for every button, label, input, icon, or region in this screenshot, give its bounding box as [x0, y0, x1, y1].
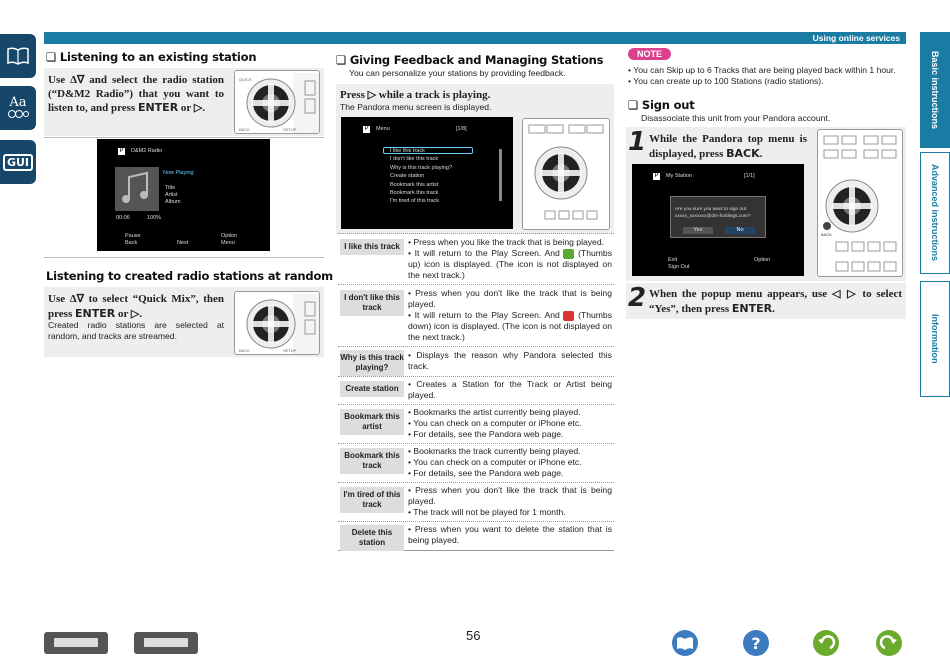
feedback-press-desc: The Pandora menu screen is displayed. — [340, 102, 492, 112]
row-label: Create station — [340, 381, 404, 397]
np-album: Album — [165, 199, 181, 205]
section-title: Using online services — [812, 33, 900, 43]
row-line: • Displays the reason why Pandora selected this track. — [408, 350, 612, 371]
remote-back-label: BACK — [821, 232, 832, 237]
svg-text:?: ? — [751, 634, 761, 653]
contents-book-icon[interactable] — [672, 630, 698, 656]
svg-text:SETUP: SETUP — [283, 127, 297, 132]
random-instruction — [48, 293, 224, 321]
signout-dialog — [670, 196, 766, 238]
display-thumbnail[interactable] — [134, 632, 198, 654]
signout-screen-title: My Station — [666, 173, 692, 179]
random-title: Listening to created radio stations at random — [46, 269, 333, 283]
existing-instr-text: Use Δ∇ and select the radio station (“D&M2 Radio”) that you want to listen to, and press — [48, 74, 224, 114]
existing-title-text: Listening to an existing station — [59, 50, 257, 64]
random-instr-text: Use Δ∇ to select “Quick Mix”, then press — [48, 293, 224, 320]
enter-key: ENTER — [75, 306, 116, 320]
now-playing-screen: P D&M2 Radio Now Playing Title Artist Album 00:06 100% Pause Back Next Option Menu — [97, 139, 270, 251]
np-pause: Pause — [125, 233, 141, 239]
np-percent: 100% — [147, 215, 162, 221]
feedback-subtitle: You can personalize your stations by providing feedback. — [349, 68, 566, 78]
menu-item[interactable]: Create station — [390, 173, 425, 180]
np-option: Option — [221, 233, 238, 239]
feedback-row — [338, 521, 614, 551]
row-label: I don't like this track — [340, 290, 404, 316]
dialog-email: xxxxx_xxxxxxx@dm-holdings.com? — [675, 214, 751, 219]
menu-scrollbar[interactable] — [499, 149, 502, 201]
divider — [44, 137, 324, 138]
row-line: • Press when you want to delete the station that is being played. — [408, 524, 612, 545]
feedback-press: Press ▷ while a track is playing. — [340, 89, 491, 101]
row-line: • It will return to the Play Screen. And (Thumbs down) icon is displayed. (The icon is not displayed on the next track.) — [408, 310, 613, 342]
step2-text-pre: When the popup menu appears, use ◁ ▷ to select “Yes”, then press — [649, 288, 902, 315]
menu-screen-page: [1/8] — [456, 126, 467, 132]
random-instr-post: or ▷. — [115, 307, 143, 320]
remote-control-image — [234, 70, 320, 134]
np-back: Back — [125, 240, 138, 246]
menu-item[interactable]: Bookmark this artist — [390, 181, 439, 188]
row-label: Bookmark this track — [340, 448, 404, 474]
front-panel-thumbnail[interactable] — [44, 632, 108, 654]
row-line: • It will return to the Play Screen. And (Thumbs up) icon is displayed. (The icon is not displayed on the next track.) — [408, 248, 613, 280]
signout-title-text: Sign out — [641, 98, 695, 112]
screen-option: Option — [754, 257, 771, 263]
enter-key: ENTER — [137, 101, 179, 114]
menu-screen: P Menu [1/8] I like this track I don't like this track Why is this track playing? Create station Bookmark this artist Bookmark this track I'm tired of this track — [341, 117, 513, 229]
signout-screen-page: [1/1] — [744, 173, 755, 179]
book-icon[interactable] — [0, 34, 36, 78]
help-question-icon[interactable] — [743, 630, 769, 656]
tab-information-label: Information — [930, 314, 940, 364]
back-key: BACK — [726, 146, 760, 160]
np-title: Title — [165, 185, 176, 191]
step1-text — [649, 133, 807, 161]
font-icon-label: Aa — [9, 95, 27, 110]
feedback-row — [338, 443, 614, 482]
dialog-text: Are you sure you want to sign out — [675, 207, 747, 212]
tab-information[interactable] — [920, 281, 950, 397]
row-line: • For details, see the Pandora web page. — [408, 429, 564, 439]
tab-advanced-label: Advanced instructions — [930, 164, 940, 262]
remote-control-image — [522, 118, 610, 230]
feedback-row — [338, 284, 614, 346]
row-line: • Creates a Station for the Track or Artist being played. — [408, 379, 612, 400]
feedback-row — [338, 482, 614, 521]
now-playing-label: Now Playing — [163, 170, 194, 176]
remote-control-image — [234, 291, 320, 355]
step2-text — [649, 288, 902, 316]
remote-control-image — [817, 129, 903, 277]
menu-item[interactable]: I like this track — [390, 148, 425, 154]
svg-text:QUICK: QUICK — [239, 77, 252, 82]
gui-icon-label: GUI — [3, 154, 33, 171]
step2-number: 2 — [628, 283, 647, 313]
header-bar — [44, 32, 906, 44]
remote-back-label: BACK — [239, 127, 250, 132]
np-next: Next — [177, 240, 189, 246]
step1-text-post: . — [759, 147, 763, 160]
feedback-row — [338, 346, 614, 376]
step1-number: 1 — [628, 127, 647, 157]
tab-basic-label: Basic instructions — [930, 50, 940, 130]
font-icon[interactable] — [0, 86, 36, 130]
row-label: Bookmark this artist — [340, 409, 404, 435]
signout-desc: Disassociate this unit from your Pandora account. — [641, 113, 831, 123]
station-name: D&M2 Radio — [131, 148, 163, 154]
menu-item[interactable]: Bookmark this track — [390, 190, 439, 197]
existing-instr-post: or ▷. — [178, 102, 206, 114]
row-line: • Bookmarks the track currently being played. — [408, 446, 581, 456]
screen-exit: Exit — [668, 257, 678, 263]
menu-item[interactable]: I don't like this track — [390, 156, 439, 163]
gui-icon[interactable] — [0, 140, 36, 184]
thumbs-up-icon — [563, 249, 574, 259]
svg-text:BACK: BACK — [239, 348, 250, 353]
divider — [44, 257, 324, 258]
row-label: I like this track — [340, 239, 404, 255]
row-line: • Press when you like the track that is being played. — [408, 237, 605, 247]
row-label: Delete this station — [340, 525, 404, 551]
dialog-no-button[interactable]: No — [725, 227, 755, 234]
np-time: 00:06 — [116, 215, 130, 221]
row-line: • You can check on a computer or iPhone etc. — [408, 418, 582, 428]
feedback-row — [338, 376, 614, 404]
row-line: • You can check on a computer or iPhone etc. — [408, 457, 582, 467]
dialog-yes-button[interactable]: Yes — [683, 227, 713, 234]
note-item: • You can create up to 100 Stations (radio stations). — [628, 76, 824, 86]
row-line: • Press when you don't like the track that is being played. — [408, 485, 612, 506]
row-label: I'm tired of this track — [340, 487, 404, 513]
back-arrow-icon[interactable] — [813, 630, 839, 656]
row-line: • For details, see the Pandora web page. — [408, 468, 564, 478]
note-badge: NOTE — [628, 48, 671, 60]
svg-text:SETUP: SETUP — [283, 348, 297, 353]
album-art — [115, 167, 159, 211]
existing-instruction — [48, 74, 224, 116]
existing-title: ❏ Listening to an existing station — [46, 50, 257, 64]
note-item: • You can Skip up to 6 Tracks that are being played back within 1 hour. — [628, 65, 896, 75]
page-number: 56 — [466, 628, 481, 643]
thumbs-down-icon — [563, 311, 574, 321]
feedback-title-text: Giving Feedback and Managing Stations — [349, 53, 604, 67]
np-artist: Artist — [165, 192, 178, 198]
screen-signout: Sign Out — [668, 264, 690, 270]
random-desc: Created radio stations are selected at random, and tracks are streamed. — [48, 320, 224, 341]
tab-basic-instructions[interactable] — [920, 32, 950, 148]
step1-text-pre: While the Pandora top menu is displayed, press — [649, 133, 807, 160]
row-label: Why is this track playing? — [340, 350, 404, 376]
menu-screen-title: Menu — [376, 126, 390, 132]
feedback-row — [338, 404, 614, 443]
tab-advanced-instructions[interactable] — [920, 152, 950, 274]
menu-item[interactable]: Why is this track playing? — [390, 164, 453, 171]
signout-screen: P My Station [1/1] Are you sure you want to sign out xxxxx_xxxxxxx@dm-holdings.com? Yes No Exit Sign Out Option — [632, 164, 804, 276]
feedback-title: ❏ Giving Feedback and Managing Stations — [336, 53, 604, 67]
step2-text-post: . — [772, 302, 775, 315]
row-line: • Bookmarks the artist currently being played. — [408, 407, 581, 417]
forward-arrow-icon[interactable] — [876, 630, 902, 656]
menu-item[interactable]: I'm tired of this track — [390, 198, 440, 205]
row-line: • The track will not be played for 1 month. — [408, 507, 566, 517]
np-menu: Menu — [221, 240, 235, 246]
row-line: • Press when you don't like the track that is being played. — [408, 288, 612, 309]
enter-key: ENTER — [731, 301, 773, 315]
feedback-row — [338, 233, 614, 284]
signout-title: ❏ Sign out — [628, 98, 695, 112]
